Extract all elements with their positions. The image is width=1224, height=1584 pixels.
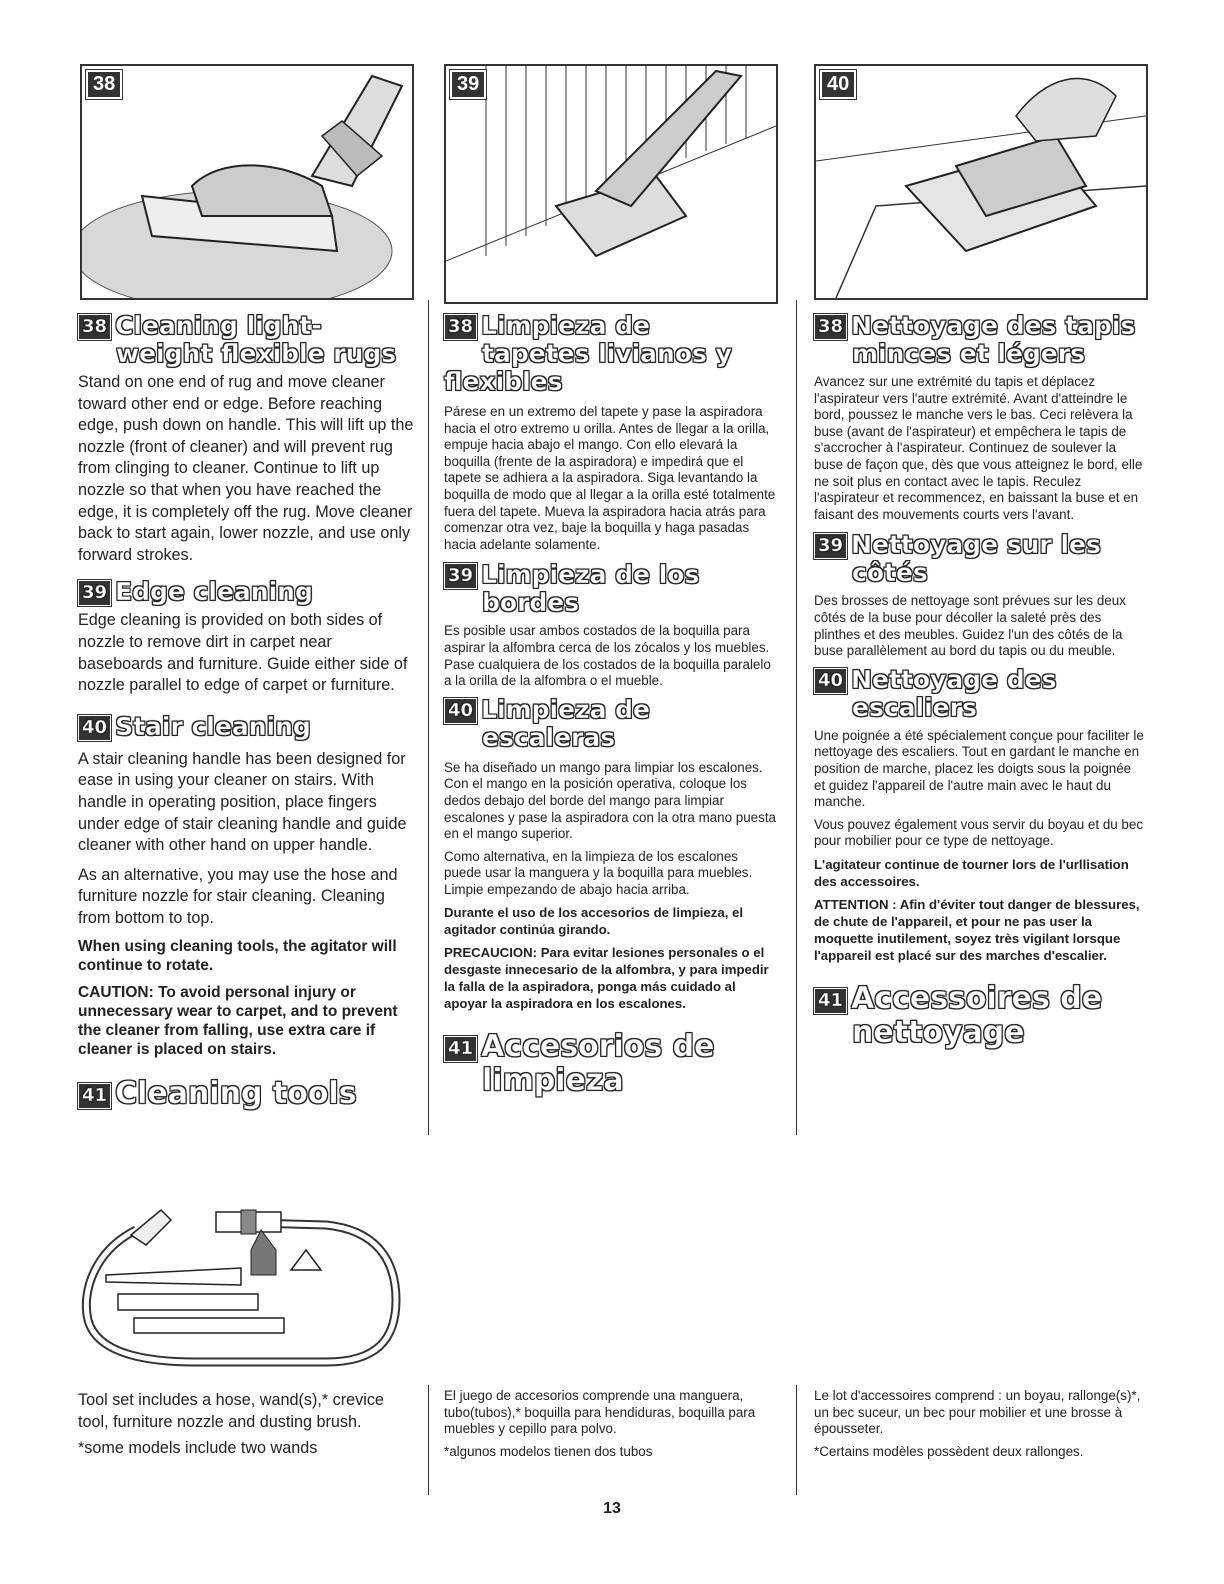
section-body: A stair cleaning handle has been designed for ease in using your cleaner on stairs. With handle in operating position, place fingers under edge of stair cleaning handle and guide cleaner with other hand on upper handle.	[78, 749, 407, 855]
section-body: Párese en un extremo del tapete y pase la aspiradora hacia el otro extremo u orilla. Antes de llegar a la orilla, empuje hacia abajo el mango. Con ello elevará la boquilla (frente de la aspiradora) e impedirá que el tapete se adhiera a la aspiradora. Siga levantando la boquilla de modo que al llegar a la orilla esté totalmente fuera del tapete. Mueva la aspiradora hacia atrás para comenzar otra vez, baje la boquilla y haga pasadas hacia adelante solamente.	[444, 404, 776, 552]
column-divider	[428, 1385, 429, 1495]
section-number: 39	[444, 563, 477, 589]
column-divider	[796, 300, 797, 1135]
section-heading: 39 Limpieza de los bordes	[444, 561, 776, 617]
cleaning-tools-illustration	[76, 1200, 406, 1370]
figure-number: 39	[450, 70, 486, 99]
english-column	[78, 312, 418, 1111]
section-heading: 41 Accessoires de nettoyage	[814, 982, 1144, 1050]
section-number: 41	[78, 1083, 111, 1109]
section-number: 41	[444, 1036, 477, 1062]
section-number: 38	[814, 314, 847, 340]
notice: Durante el uso de los accesorios de limpieza, el agitador continúa girando.	[444, 905, 744, 938]
section-body: Vous pouvez également vous servir du boyau et du bec pour mobilier pour ce type de nettoyage.	[814, 816, 1144, 849]
section-body: Edge cleaning is provided on both sides of nozzle to remove dirt in carpet near baseboards and furniture. Guide either side of nozzle parallel to edge of carpet or furniture.	[78, 611, 408, 695]
section-heading: 39 Nettoyage sur les côtés	[814, 531, 1144, 587]
section-body: Des brosses de nettoyage sont prévues sur les deux côtés de la buse pour décoller la saleté près des plinthes et des meubles. Guidez l'un des côtés de la buse parallèlement au bord du tapis ou du meuble.	[814, 593, 1126, 659]
section-body: Avancez sur une extrémité du tapis et déplacez l'aspirateur vers l'autre extrémité. Avant d'atteindre le bord, poussez le manche vers le bas. Ceci relèvera la buse (avant de l'aspirateur) et empêchera le tapis de s'accrocher à l'aspirateur. Continuez de soulever la buse de façon que, dès que vous atteignez le bord, elle ne soit plus en contact avec le tapis. Reculez l'aspirateur et recommencez, en baissant la buse et en faisant des mouvements courts vers l'avant.	[814, 374, 1143, 522]
section-heading: 38 Limpieza de tapetes livianos y flexibles	[444, 311, 732, 396]
section-number: 39	[814, 533, 847, 559]
figure-number: 38	[86, 70, 122, 99]
section-heading: 40 Limpieza de escaleras	[444, 696, 776, 752]
section-body: Se ha diseñado un mango para limpiar los escalones. Con el mango en la posición operativa, coloque los dedos debajo del borde del mango para limpiar escalones y pase la aspiradora con la otra mano puesta en el mango superior.	[444, 759, 776, 842]
tools-note: *some models include two wands	[78, 1439, 318, 1458]
section-body: Stand on one end of rug and move cleaner toward other end or edge. Before reaching edge, push down on handle. This will lift up the nozzle (front of cleaner) and will prevent rug from clinging to cleaner. Continue to lift up nozzle so that when you have reached the edge, it is completely off the rug. Move cleaner back to start again, lower nozzle, and use only forward strokes.	[78, 373, 414, 564]
figure-number: 40	[820, 70, 856, 99]
caution: ATTENTION : Afin d'éviter tout danger de blessures, de chute de l'appareil, et pour ne pas user la moquette inutilement, soyez très vigilant lorsque l'appareil est placé sur des marches d'escalier.	[814, 896, 1140, 963]
french-tools-text	[814, 1388, 1144, 1460]
tools-description: Le lot d'accessoires comprend : un boyau, rallonge(s)*, un bec suceur, un bec pour mobilier et une brosse à épousseter.	[814, 1388, 1141, 1437]
section-number: 40	[814, 668, 847, 694]
section-heading: 38 Nettoyage des tapis minces et légers	[814, 312, 1144, 368]
section-number: 38	[444, 314, 477, 340]
section-number: 40	[78, 715, 111, 741]
figure-40-stairs	[814, 64, 1148, 300]
column-divider	[428, 300, 429, 1135]
stair-cleaning-illustration	[816, 66, 1146, 298]
rug-cleaning-illustration	[82, 66, 412, 298]
section-heading: 39 Edge cleaning	[78, 578, 418, 606]
spanish-tools-text	[444, 1388, 776, 1460]
section-number: 39	[78, 580, 111, 606]
figure-38-rug	[80, 64, 414, 300]
notice: When using cleaning tools, the agitator will continue to rotate.	[78, 938, 397, 975]
section-heading: 41 Accesorios de limpieza	[444, 1030, 776, 1098]
page-number: 13	[603, 1500, 621, 1517]
caution: PRECAUCION: Para evitar lesiones personales o el desgaste innecesario de la alfombra, y para impedir la falla de la aspiradora, ponga más cuidado al apoyar la aspiradora en los escalones.	[444, 945, 769, 1012]
section-body: As an alternative, you may use the hose and furniture nozzle for stair cleaning. Cleaning from bottom to top.	[78, 865, 398, 927]
section-number: 41	[814, 988, 847, 1014]
english-tools-text	[78, 1390, 418, 1460]
tools-note: *Certains modèles possèdent deux rallonges.	[814, 1443, 1084, 1459]
section-heading: 40 Stair cleaning	[78, 713, 418, 741]
tools-note: *algunos modelos tienen dos tubos	[444, 1443, 653, 1459]
section-number: 40	[444, 698, 477, 724]
edge-cleaning-illustration	[446, 66, 776, 302]
section-number: 38	[78, 314, 111, 340]
section-heading: 38 Cleaning light- weight flexible rugs	[78, 312, 418, 368]
caution: CAUTION: To avoid personal injury or unnecessary wear to carpet, and to prevent the cleaner from falling, use extra care if cleaner is placed on stairs.	[78, 984, 398, 1059]
tools-description: El juego de accesorios comprende una manguera, tubo(tubos),* boquilla para hendiduras, boquilla para muebles y cepillo para polvo.	[444, 1388, 756, 1437]
section-heading: 40 Nettoyage des escaliers	[814, 666, 1144, 722]
tools-description: Tool set includes a hose, wand(s),* crevice tool, furniture nozzle and dusting brush.	[78, 1391, 384, 1431]
section-heading: 41 Cleaning tools	[78, 1077, 418, 1111]
section-body: Une poignée a été spécialement conçue pour faciliter le nettoyage des escaliers. Tout en gardant le manche en position de marche, placez les doigts sous la poignée et guidez l'appareil de l'autre main avec le haut du manche.	[814, 727, 1144, 810]
figure-39-edge	[444, 64, 778, 304]
spanish-column	[444, 312, 776, 1098]
notice: L'agitateur continue de tourner lors de l'urllisation des accessoires.	[814, 856, 1129, 889]
column-divider	[796, 1385, 797, 1495]
section-body: Es posible usar ambos costados de la boquilla para aspirar la alfombra cerca de los zócalos y los muebles. Pase cualquiera de los costados de la boquilla paralelo a la orilla de la alfombra o el mueble.	[444, 623, 771, 689]
section-body: Como alternativa, en la limpieza de los escalones puede usar la manguera y la boquilla para muebles. Limpie empezando de abajo hacia arriba.	[444, 848, 753, 897]
french-column	[814, 312, 1144, 1050]
